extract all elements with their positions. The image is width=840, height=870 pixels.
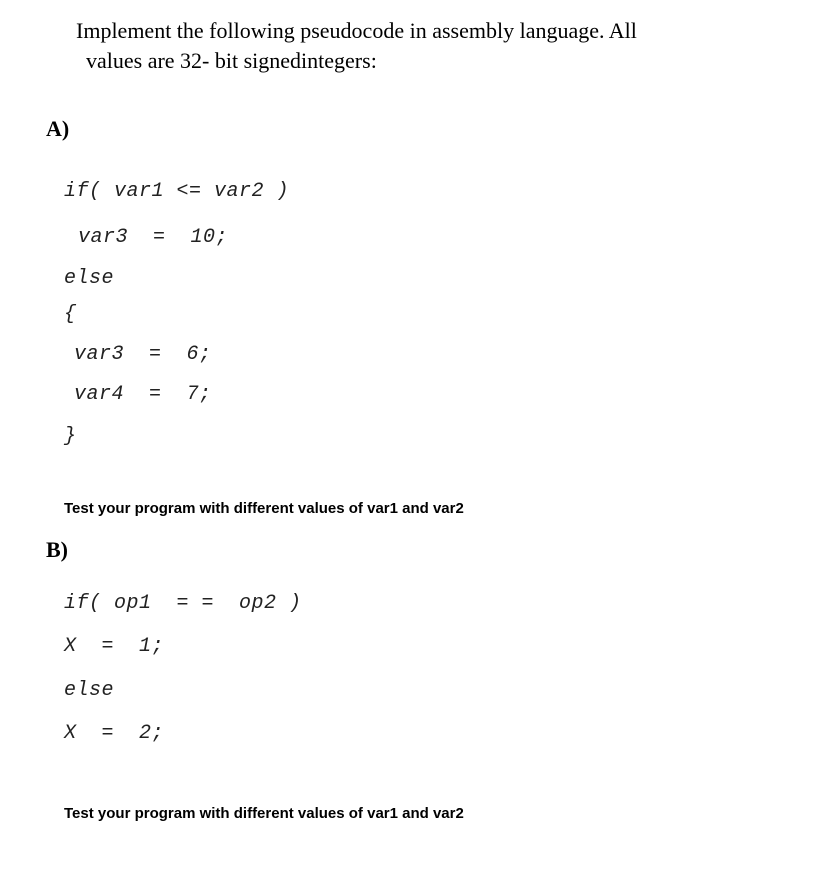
code-line: else — [64, 267, 115, 290]
intro-line-2: values are 32- bit signedintegers: — [86, 48, 377, 73]
code-line: } — [64, 425, 77, 448]
code-line: var3 = 10; — [78, 226, 229, 249]
code-line: else — [64, 679, 115, 702]
test-note-b: Test your program with different values of var1 and var2 — [64, 805, 464, 822]
code-line: { — [64, 303, 77, 326]
code-line: var4 = 7; — [74, 383, 212, 406]
code-line: if( op1 = = op2 ) — [64, 592, 302, 615]
code-line: X = 1; — [64, 635, 165, 658]
test-note-a: Test your program with different values of var1 and var2 — [64, 500, 464, 517]
code-line: if( var1 <= var2 ) — [64, 180, 290, 203]
code-line: var3 = 6; — [74, 343, 212, 366]
intro-line-1: Implement the following pseudocode in assembly language. All — [76, 18, 637, 43]
section-b-label: B) — [46, 537, 68, 562]
code-line: X = 2; — [64, 722, 165, 745]
section-a-label: A) — [46, 116, 70, 141]
